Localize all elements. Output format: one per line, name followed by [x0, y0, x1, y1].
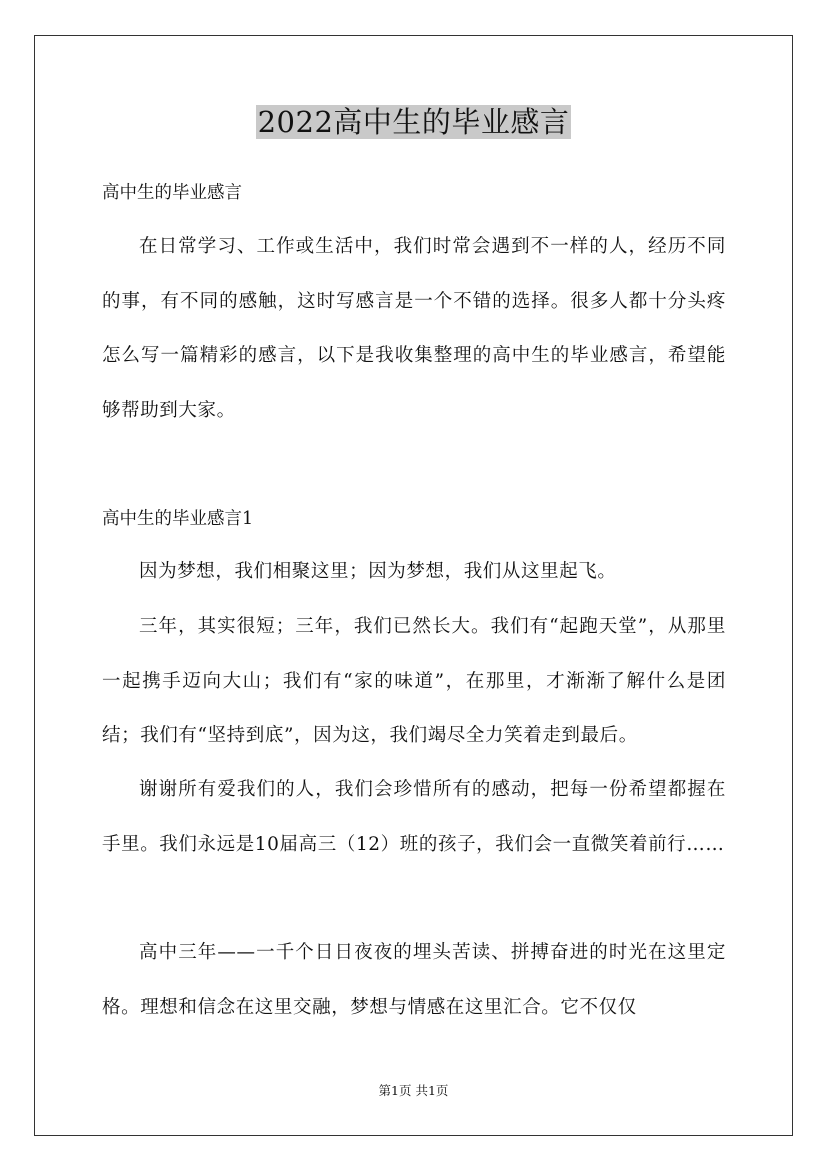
section-heading: 高中生的毕业感言: [102, 183, 242, 203]
body-paragraph-2: 三年，其实很短；三年，我们已然长大。我们有“起跑天堂”，从那里一起携手迈向大山；我们有“家的味道”，在那里，才渐渐了解什么是团结；我们有“坚持到底”，因为这，我们竭尽全力笑着走到最后。: [102, 616, 726, 746]
document-title: 2022高中生的毕业感言: [257, 105, 570, 139]
body-paragraph-3: 谢谢所有爱我们的人，我们会珍惜所有的感动，把每一份希望都握在手里。我们永远是10届高三（12）班的孩子，我们会一直微笑着前行……: [102, 779, 726, 855]
body-paragraph-1: 因为梦想，我们相聚这里；因为梦想，我们从这里起飞。: [139, 561, 617, 582]
document-title-wrap: [0, 104, 827, 140]
subsection-heading: 高中生的毕业感言1: [102, 509, 254, 529]
body-paragraph-4: 高中三年——一千个日日夜夜的埋头苦读、拼搏奋进的时光在这里定格。理想和信念在这里交融，梦想与情感在这里汇合。它不仅仅: [102, 942, 726, 1018]
page-footer: 第1页 共1页: [378, 1083, 449, 1098]
intro-paragraph: 在日常学习、工作或生活中，我们时常会遇到不一样的人，经历不同的事，有不同的感触，这时写感言是一个不错的选择。很多人都十分头疼怎么写一篇精彩的感言，以下是我收集整理的高中生的毕业感言，希望能够帮助到大家。: [102, 236, 726, 421]
